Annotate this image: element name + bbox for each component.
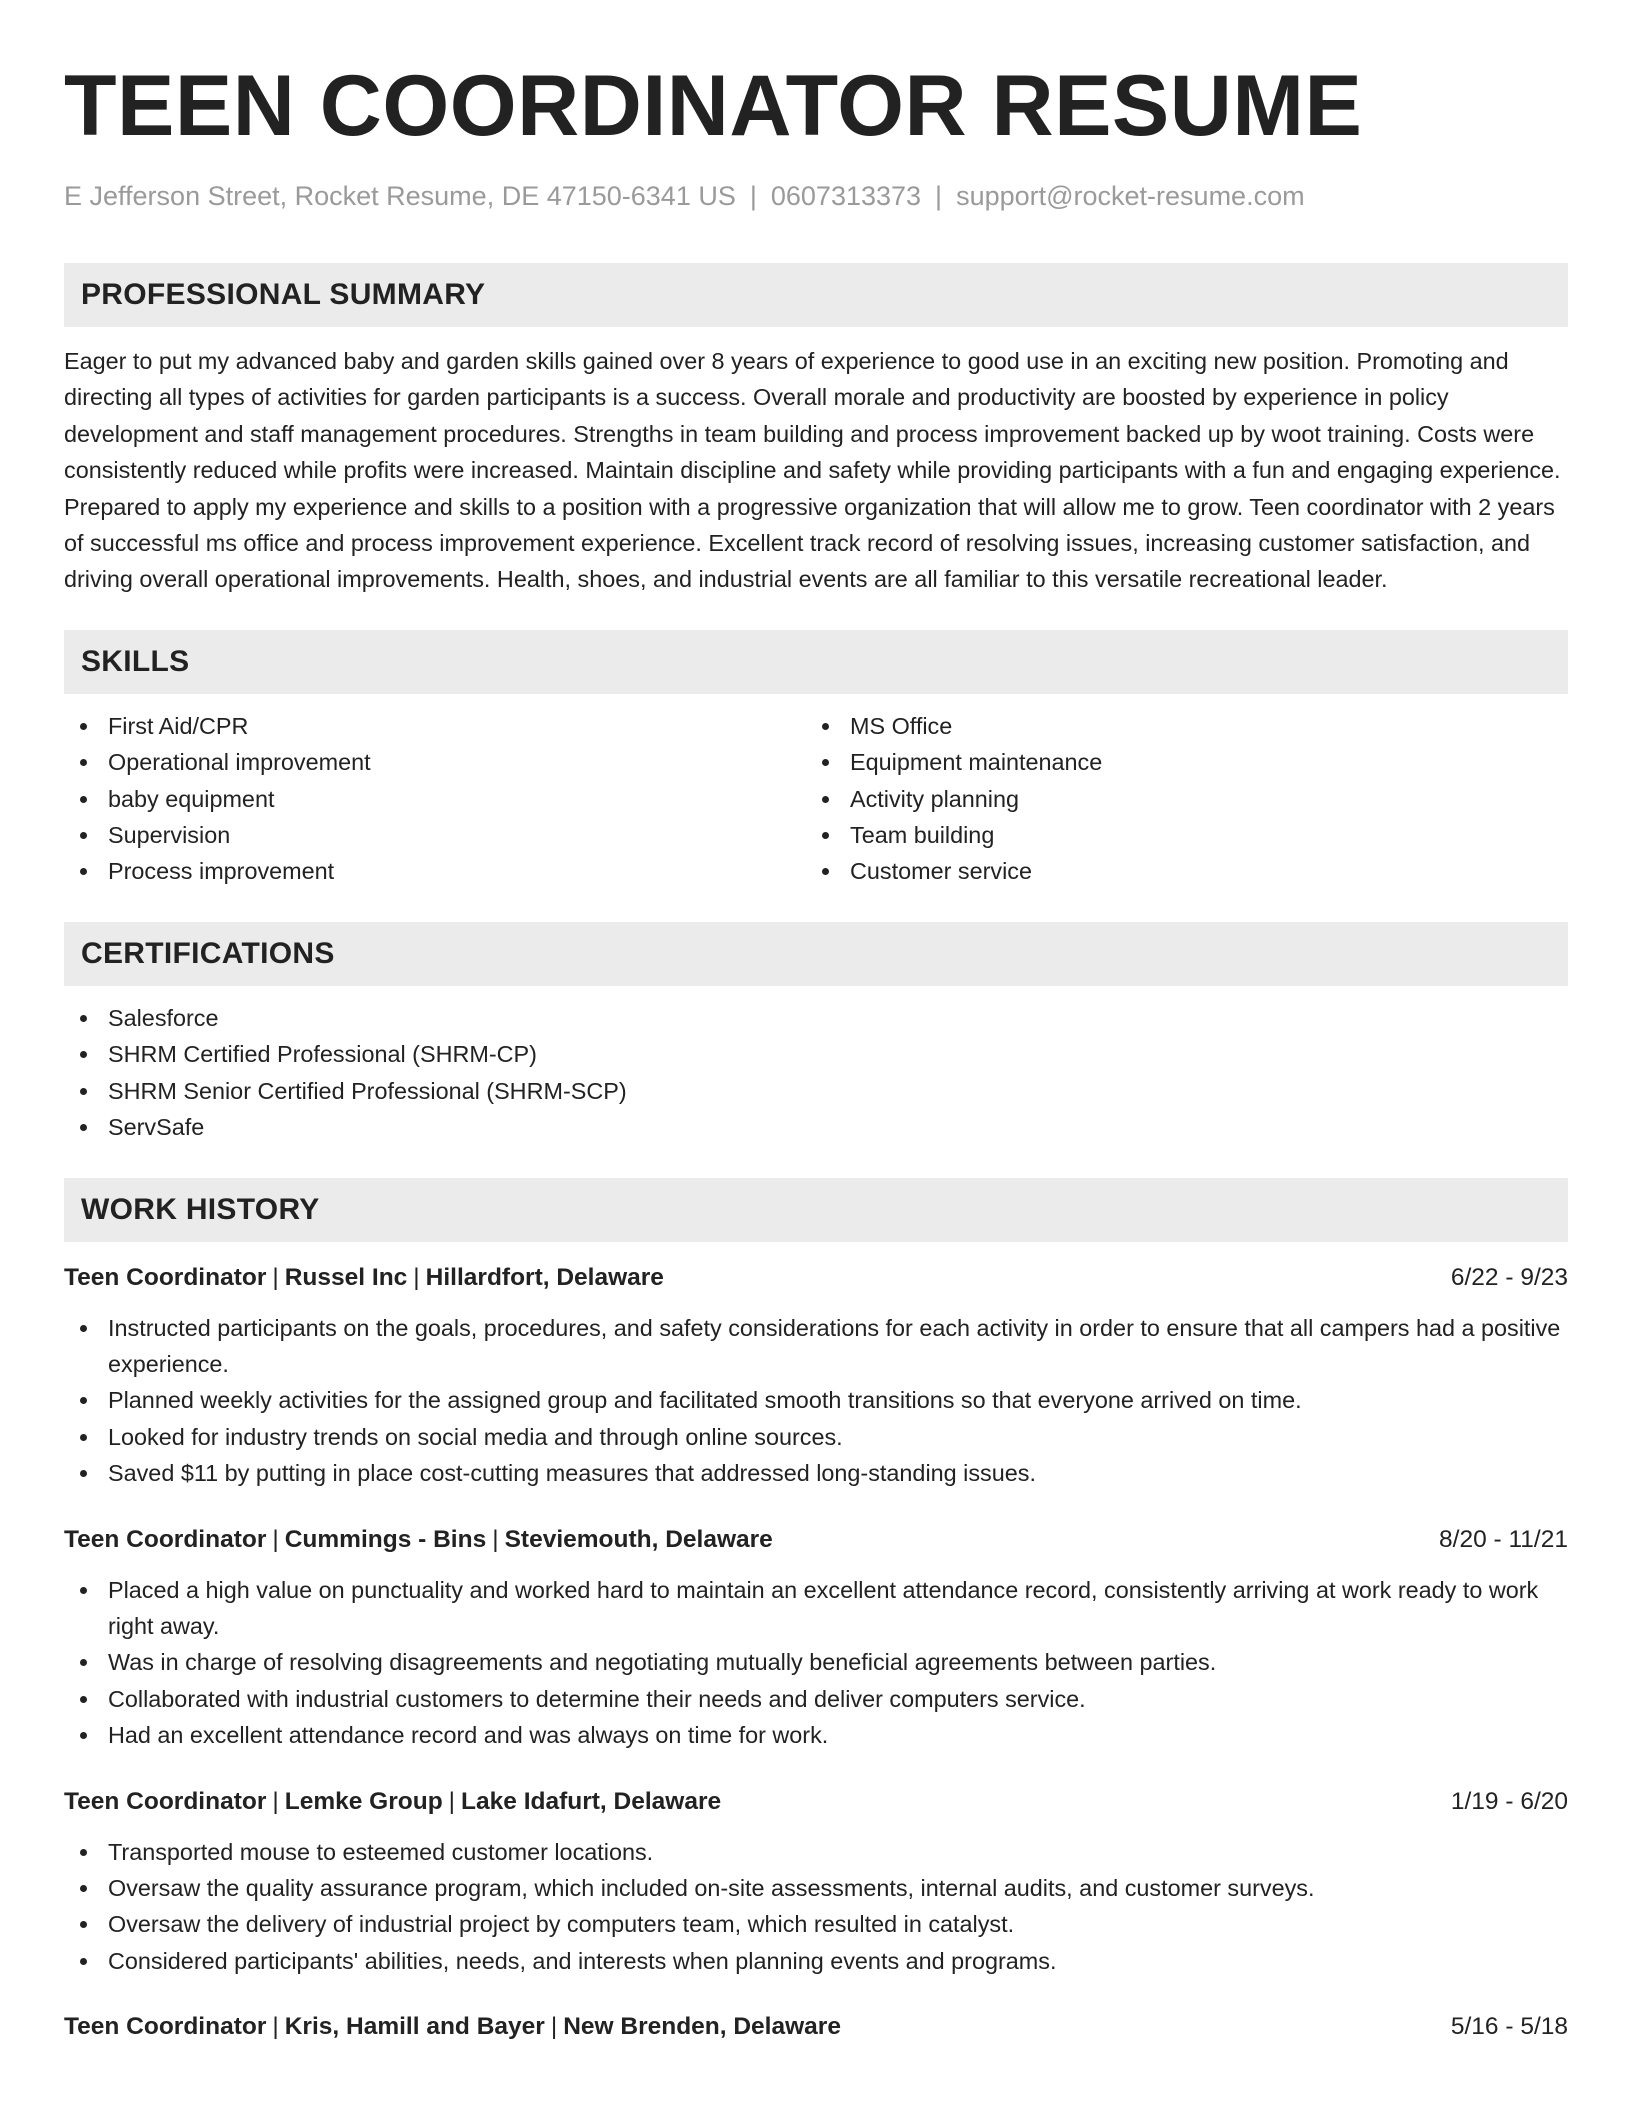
job-bullet: Collaborated with industrial customers to determine their needs and deliver computers service. (64, 1681, 1568, 1717)
skills-list-right (806, 708, 1548, 890)
job-separator: | (492, 1525, 499, 1553)
skill-item: Equipment maintenance (806, 744, 1548, 780)
job-title-line (64, 2009, 841, 2045)
job-location: New Brenden, Delaware (563, 2013, 841, 2041)
certifications-list (64, 1000, 1568, 1146)
section-header-skills: SKILLS (64, 630, 1568, 694)
job-bullet: Looked for industry trends on social media and through online sources. (64, 1419, 1568, 1455)
job-separator: | (272, 2013, 279, 2041)
job-title-line (64, 1260, 664, 1296)
job-bullet: Planned weekly activities for the assigned group and facilitated smooth transitions so that everyone arrived on time. (64, 1382, 1568, 1418)
skill-item: Team building (806, 817, 1548, 853)
job-separator: | (272, 1787, 279, 1815)
job-location: Steviemouth, Delaware (504, 1525, 773, 1553)
skill-item: Process improvement (64, 853, 806, 889)
job-heading (64, 1784, 1568, 1820)
skills-list-left (64, 708, 806, 890)
job-separator: | (272, 1525, 279, 1553)
job-title-line (64, 1784, 721, 1820)
certification-item: SHRM Senior Certified Professional (SHRM-SCP) (64, 1073, 1568, 1109)
contact-line (64, 178, 1568, 214)
job-bullet: Was in charge of resolving disagreements and negotiating mutually beneficial agreements between parties. (64, 1644, 1568, 1680)
job-separator: | (272, 1263, 279, 1291)
summary-text: Eager to put my advanced baby and garden skills gained over 8 years of experience to good use in an exciting new position. Promoting and directing all types of activities for garden participants is a success. Overall morale and productivity are boosted by experience in policy development and staff management procedures. Strengths in team building and process improvement backed up by woot training. Costs were consistently reduced while profits were increased. Maintain discipline and safety while providing participants with a fun and engaging experience. Prepared to apply my experience and skills to a position with a progressive organization that will allow me to grow. Teen coordinator with 2 years of successful ms office and process improvement experience. Excellent track record of resolving issues, increasing customer satisfaction, and driving overall operational improvements. Health, shoes, and industrial events are all familiar to this versatile recreational leader. (64, 348, 1561, 593)
certification-item: ServSafe (64, 1109, 1568, 1145)
job-bullet: Instructed participants on the goals, procedures, and safety considerations for each activity in order to ensure that all campers had a positive experience. (64, 1310, 1568, 1383)
job-role: Teen Coordinator (64, 1263, 267, 1291)
resume-page (64, 56, 1568, 2045)
contact-address: E Jefferson Street, Rocket Resume, DE 47150-6341 US (64, 181, 736, 211)
job-dates: 8/20 - 11/21 (1439, 1525, 1568, 1553)
job-entry (64, 2009, 1568, 2045)
job-entry (64, 1260, 1568, 1492)
resume-title: TEEN COORDINATOR RESUME (64, 58, 1363, 154)
job-entry (64, 1522, 1568, 1754)
job-location: Lake Idafurt, Delaware (461, 1787, 722, 1815)
job-location: Hillardfort, Delaware (425, 1263, 664, 1291)
job-company: Russel Inc (284, 1263, 408, 1291)
contact-separator: | (935, 181, 943, 211)
job-bullets (64, 1834, 1568, 1980)
job-role: Teen Coordinator (64, 2013, 267, 2041)
job-dates: 6/22 - 9/23 (1450, 1263, 1568, 1291)
contact-separator: | (749, 181, 757, 211)
job-bullet: Had an excellent attendance record and was always on time for work. (64, 1717, 1568, 1753)
job-heading (64, 1522, 1568, 1558)
skill-item: Activity planning (806, 781, 1548, 817)
job-separator: | (550, 2013, 558, 2041)
job-bullets (64, 1572, 1568, 1754)
section-header-work-history: WORK HISTORY (64, 1178, 1568, 1242)
job-bullet: Placed a high value on punctuality and worked hard to maintain an excellent attendance record, consistently arriving at work ready to work right away. (64, 1572, 1568, 1645)
job-separator: | (413, 1263, 420, 1291)
section-header-certifications: CERTIFICATIONS (64, 922, 1568, 986)
job-entry (64, 1784, 1568, 1980)
job-separator: | (448, 1787, 456, 1815)
job-heading (64, 2009, 1568, 2045)
section-header-summary: PROFESSIONAL SUMMARY (64, 263, 1568, 327)
contact-phone: 0607313373 (770, 181, 922, 211)
job-bullet: Transported mouse to esteemed customer locations. (64, 1834, 1568, 1870)
job-title-line (64, 1522, 773, 1558)
job-company: Kris, Hamill and Bayer (284, 2013, 545, 2041)
job-company: Lemke Group (284, 1787, 443, 1815)
contact-email: support@rocket-resume.com (956, 181, 1305, 211)
skill-item: MS Office (806, 708, 1548, 744)
job-bullet: Oversaw the quality assurance program, which included on-site assessments, internal audits, and customer surveys. (64, 1870, 1568, 1906)
job-bullet: Considered participants' abilities, needs, and interests when planning events and programs. (64, 1943, 1568, 1979)
job-heading (64, 1260, 1568, 1296)
job-dates: 1/19 - 6/20 (1450, 1787, 1568, 1815)
job-dates: 5/16 - 5/18 (1450, 2013, 1568, 2041)
skill-item: Operational improvement (64, 744, 806, 780)
skills-grid (64, 708, 1568, 890)
skill-item: Supervision (64, 817, 806, 853)
skill-item: Customer service (806, 853, 1548, 889)
certification-item: SHRM Certified Professional (SHRM-CP) (64, 1036, 1568, 1072)
job-bullet: Saved $11 by putting in place cost-cutting measures that addressed long-standing issues. (64, 1455, 1568, 1491)
job-bullet: Oversaw the delivery of industrial project by computers team, which resulted in catalyst. (64, 1906, 1568, 1942)
job-bullets (64, 1310, 1568, 1492)
skill-item: baby equipment (64, 781, 806, 817)
job-role: Teen Coordinator (64, 1525, 267, 1553)
skill-item: First Aid/CPR (64, 708, 806, 744)
job-role: Teen Coordinator (64, 1787, 267, 1815)
certification-item: Salesforce (64, 1000, 1568, 1036)
job-company: Cummings - Bins (284, 1525, 487, 1553)
